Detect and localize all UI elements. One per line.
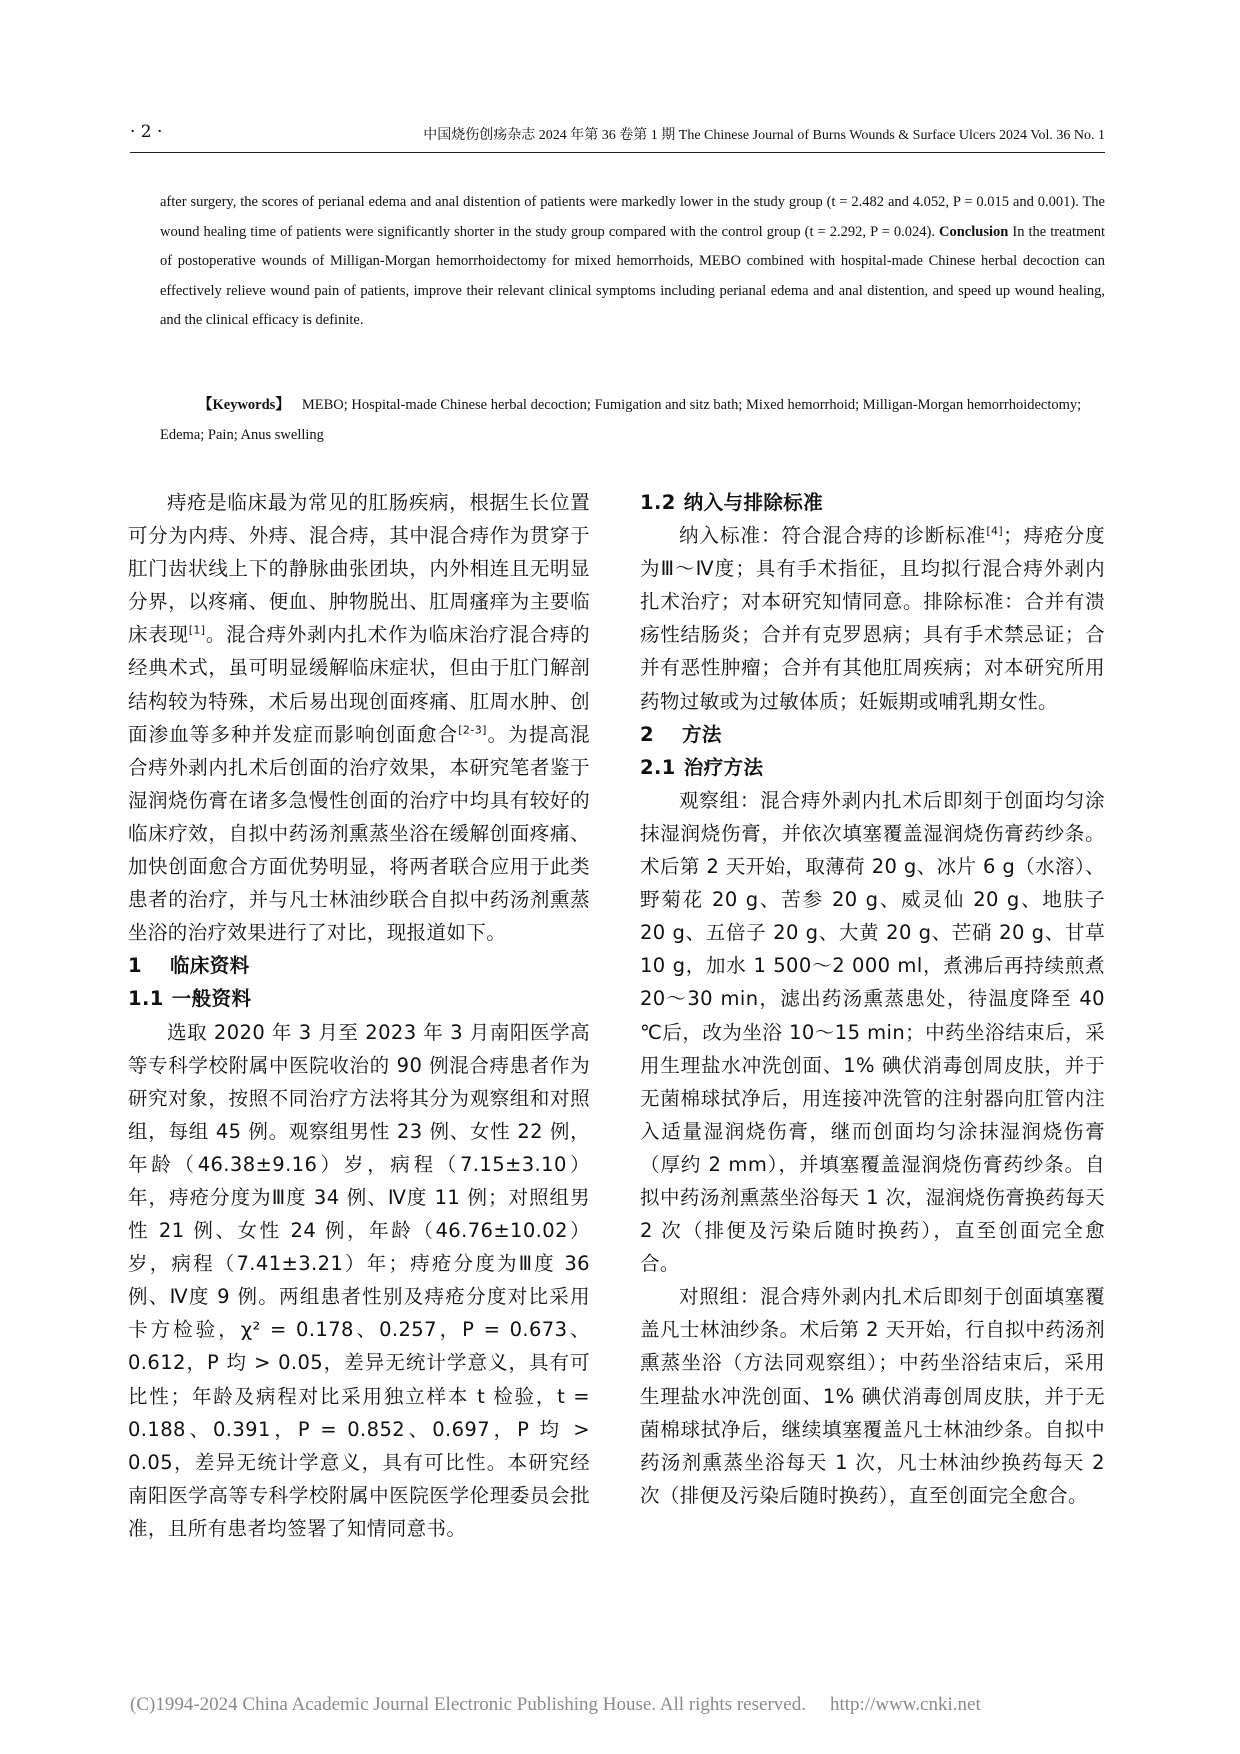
left-column <box>128 486 590 1545</box>
citation: [2-3] <box>458 723 487 737</box>
keywords-label: 【Keywords】 <box>198 397 290 413</box>
general-data-paragraph: 选取 2020 年 3 月至 2023 年 3 月南阳医学高等专科学校附属中医院收治的 90 例混合痔患者作为研究对象，按照不同治疗方法将其分为观察组和对照组，每组 45 例。观察组男性 23 例、女性 22 例，年龄（46.38±9.16）岁，病程（7.15±3.10）年，痔疮分度为Ⅲ度 34 例、Ⅳ度 11 例；对照组男性 21 例、女性 24 例，年龄（46.76±10.02）岁，病程（7.41±3.21）年；痔疮分度为Ⅲ度 36 例、Ⅳ度 9 例。两组患者性别及痔疮分度对比采用卡方检验，χ² = 0.178、0.257，P = 0.673、0.612，P 均 > 0.05，差异无统计学意义，具有可比性；年龄及病程对比采用独立样本 t 检验，t = 0.188、0.391，P = 0.852、0.697，P 均 > 0.05，差异无统计学意义，具有可比性。本研究经南阳医学高等专科学校附属中医院医学伦理委员会批准，且所有患者均签署了知情同意书。 <box>128 1020 590 1540</box>
cnki-link[interactable]: http://www.cnki.net <box>829 1694 981 1715</box>
page-number: · 2 · <box>130 122 163 142</box>
copyright-footer <box>130 1694 1110 1716</box>
abstract-conclusion-text: In the treatment of postoperative wounds of Milligan-Morgan hemorrhoidectomy for mixed hemorrhoids, MEBO combined with hospital-made Chinese herbal decoction can effectively relieve wound pain of patients, improve their relevant clinical symptoms including perianal edema and anal distention, and speed up wound healing, and the clinical efficacy is definite. <box>160 223 1106 328</box>
observation-group-paragraph: 观察组：混合痔外剥内扎术后即刻于创面均匀涂抹湿润烧伤膏，并依次填塞覆盖湿润烧伤膏药纱条。术后第 2 天开始，取薄荷 20 g、冰片 6 g（水溶）、野菊花 20 g、苦参 20 g、威灵仙 20 g、地肤子 20 g、五倍子 20 g、大黄 20 g、芒硝 20 g、甘草 10 g，加水 1 500～2 000 ml，煮沸后再持续煎煮 20～30 min，滤出药汤熏蒸患处，待温度降至 40 ℃后，改为坐浴 10～15 min；中药坐浴结束后，采用生理盐水冲洗创面、1% 碘伏消毒创周皮肤，并于无菌棉球拭净后，用连接冲洗管的注射器向肛管内注入适量湿润烧伤膏，继而创面均匀涂抹湿润烧伤膏（厚约 2 mm），并填塞覆盖湿润烧伤膏药纱条。自拟中药汤剂熏蒸坐浴每天 1 次，湿润烧伤膏换药每天 2 次（排便及污染后随时换药），直至创面完全愈合。 <box>640 788 1105 1276</box>
subsection-heading: 1.1 一般资料 <box>128 987 252 1011</box>
citation: [1] <box>188 623 206 637</box>
journal-citation: 中国烧伤创疡杂志 2024 年第 36 卷第 1 期 The Chinese Journal of Burns Wounds & Surface Ulcers 2024 Vol. 36 No. 1 <box>423 128 1105 143</box>
english-abstract <box>160 188 1105 336</box>
control-group-paragraph: 对照组：混合痔外剥内扎术后即刻于创面填塞覆盖凡士林油纱条。术后第 2 天开始，行自拟中药汤剂熏蒸坐浴（方法同观察组）；中药坐浴结束后，采用生理盐水冲洗创面、1% 碘伏消毒创周皮肤，并于无菌棉球拭净后，继续填塞覆盖凡士林油纱条。自拟中药汤剂熏蒸坐浴每天 1 次，凡士林油纱换药每天 2 次（排便及污染后随时换药），直至创面完全愈合。 <box>640 1285 1105 1507</box>
subsection-heading: 1.2 纳入与排除标准 <box>640 491 824 514</box>
criteria-paragraph: 纳入标准：符合混合痔的诊断标准[4]；痔疮分度为Ⅲ～Ⅳ度；具有手术指征，且均拟行混合痔外剥内扎术治疗；对本研究知情同意。排除标准：合并有溃疡性结肠炎；合并有克罗恩病；具有手术禁忌证；合并有恶性肿瘤；合并有其他肛周疾病；对本研究所用药物过敏或为过敏体质；妊娠期或哺乳期女性。 <box>640 524 1105 713</box>
section-heading: 1 临床资料 <box>128 954 250 978</box>
citation: [4] <box>986 524 1004 538</box>
subsection-heading: 2.1 治疗方法 <box>640 755 764 779</box>
copyright-text: (C)1994-2024 China Academic Journal Electronic Publishing House. All rights reserved. <box>130 1694 806 1715</box>
right-column <box>640 486 1105 1512</box>
section-heading: 2 方法 <box>640 722 722 746</box>
keywords-text: MEBO; Hospital-made Chinese herbal decoction; Fumigation and sitz bath; Mixed hemorrhoid; Milligan-Morgan hemorrhoidectomy; Edema; Pain; Anus swelling <box>160 397 1082 443</box>
running-header <box>130 122 1105 146</box>
conclusion-label: Conclusion <box>939 223 1009 240</box>
abstract-results-text: after surgery, the scores of perianal edema and anal distention of patients were markedly lower in the study group (t = 2.482 and 4.052, P = 0.015 and 0.001). The wound healing time of patients were significantly shorter in the study group compared with the control group (t = 2.292, P = 0.024). <box>160 194 1105 240</box>
intro-paragraph: 痔疮是临床最为常见的肛肠疾病，根据生长位置可分为内痔、外痔、混合痔，其中混合痔作为贯穿于肛门齿状线上下的静脉曲张团块，内外相连且无明显分界，以疼痛、便血、肿物脱出、肛周瘙痒为主要临床表现[1]。混合痔外剥内扎术作为临床治疗混合痔的经典术式，虽可明显缓解临床症状，但由于肛门解剖结构较为特殊，术后易出现创面疼痛、肛周水肿、创面渗血等多种并发症而影响创面愈合[2-3]。为提高混合痔外剥内扎术后创面的治疗效果，本研究笔者鉴于湿润烧伤膏在诸多急慢性创面的治疗中均具有较好的临床疗效，自拟中药汤剂熏蒸坐浴在缓解创面疼痛、加快创面愈合方面优势明显，将两者联合应用于此类患者的治疗，并与凡士林油纱联合自拟中药汤剂熏蒸坐浴的治疗效果进行了对比，现报道如下。 <box>128 491 590 945</box>
header-rule <box>130 152 1105 153</box>
keywords <box>160 390 1105 450</box>
